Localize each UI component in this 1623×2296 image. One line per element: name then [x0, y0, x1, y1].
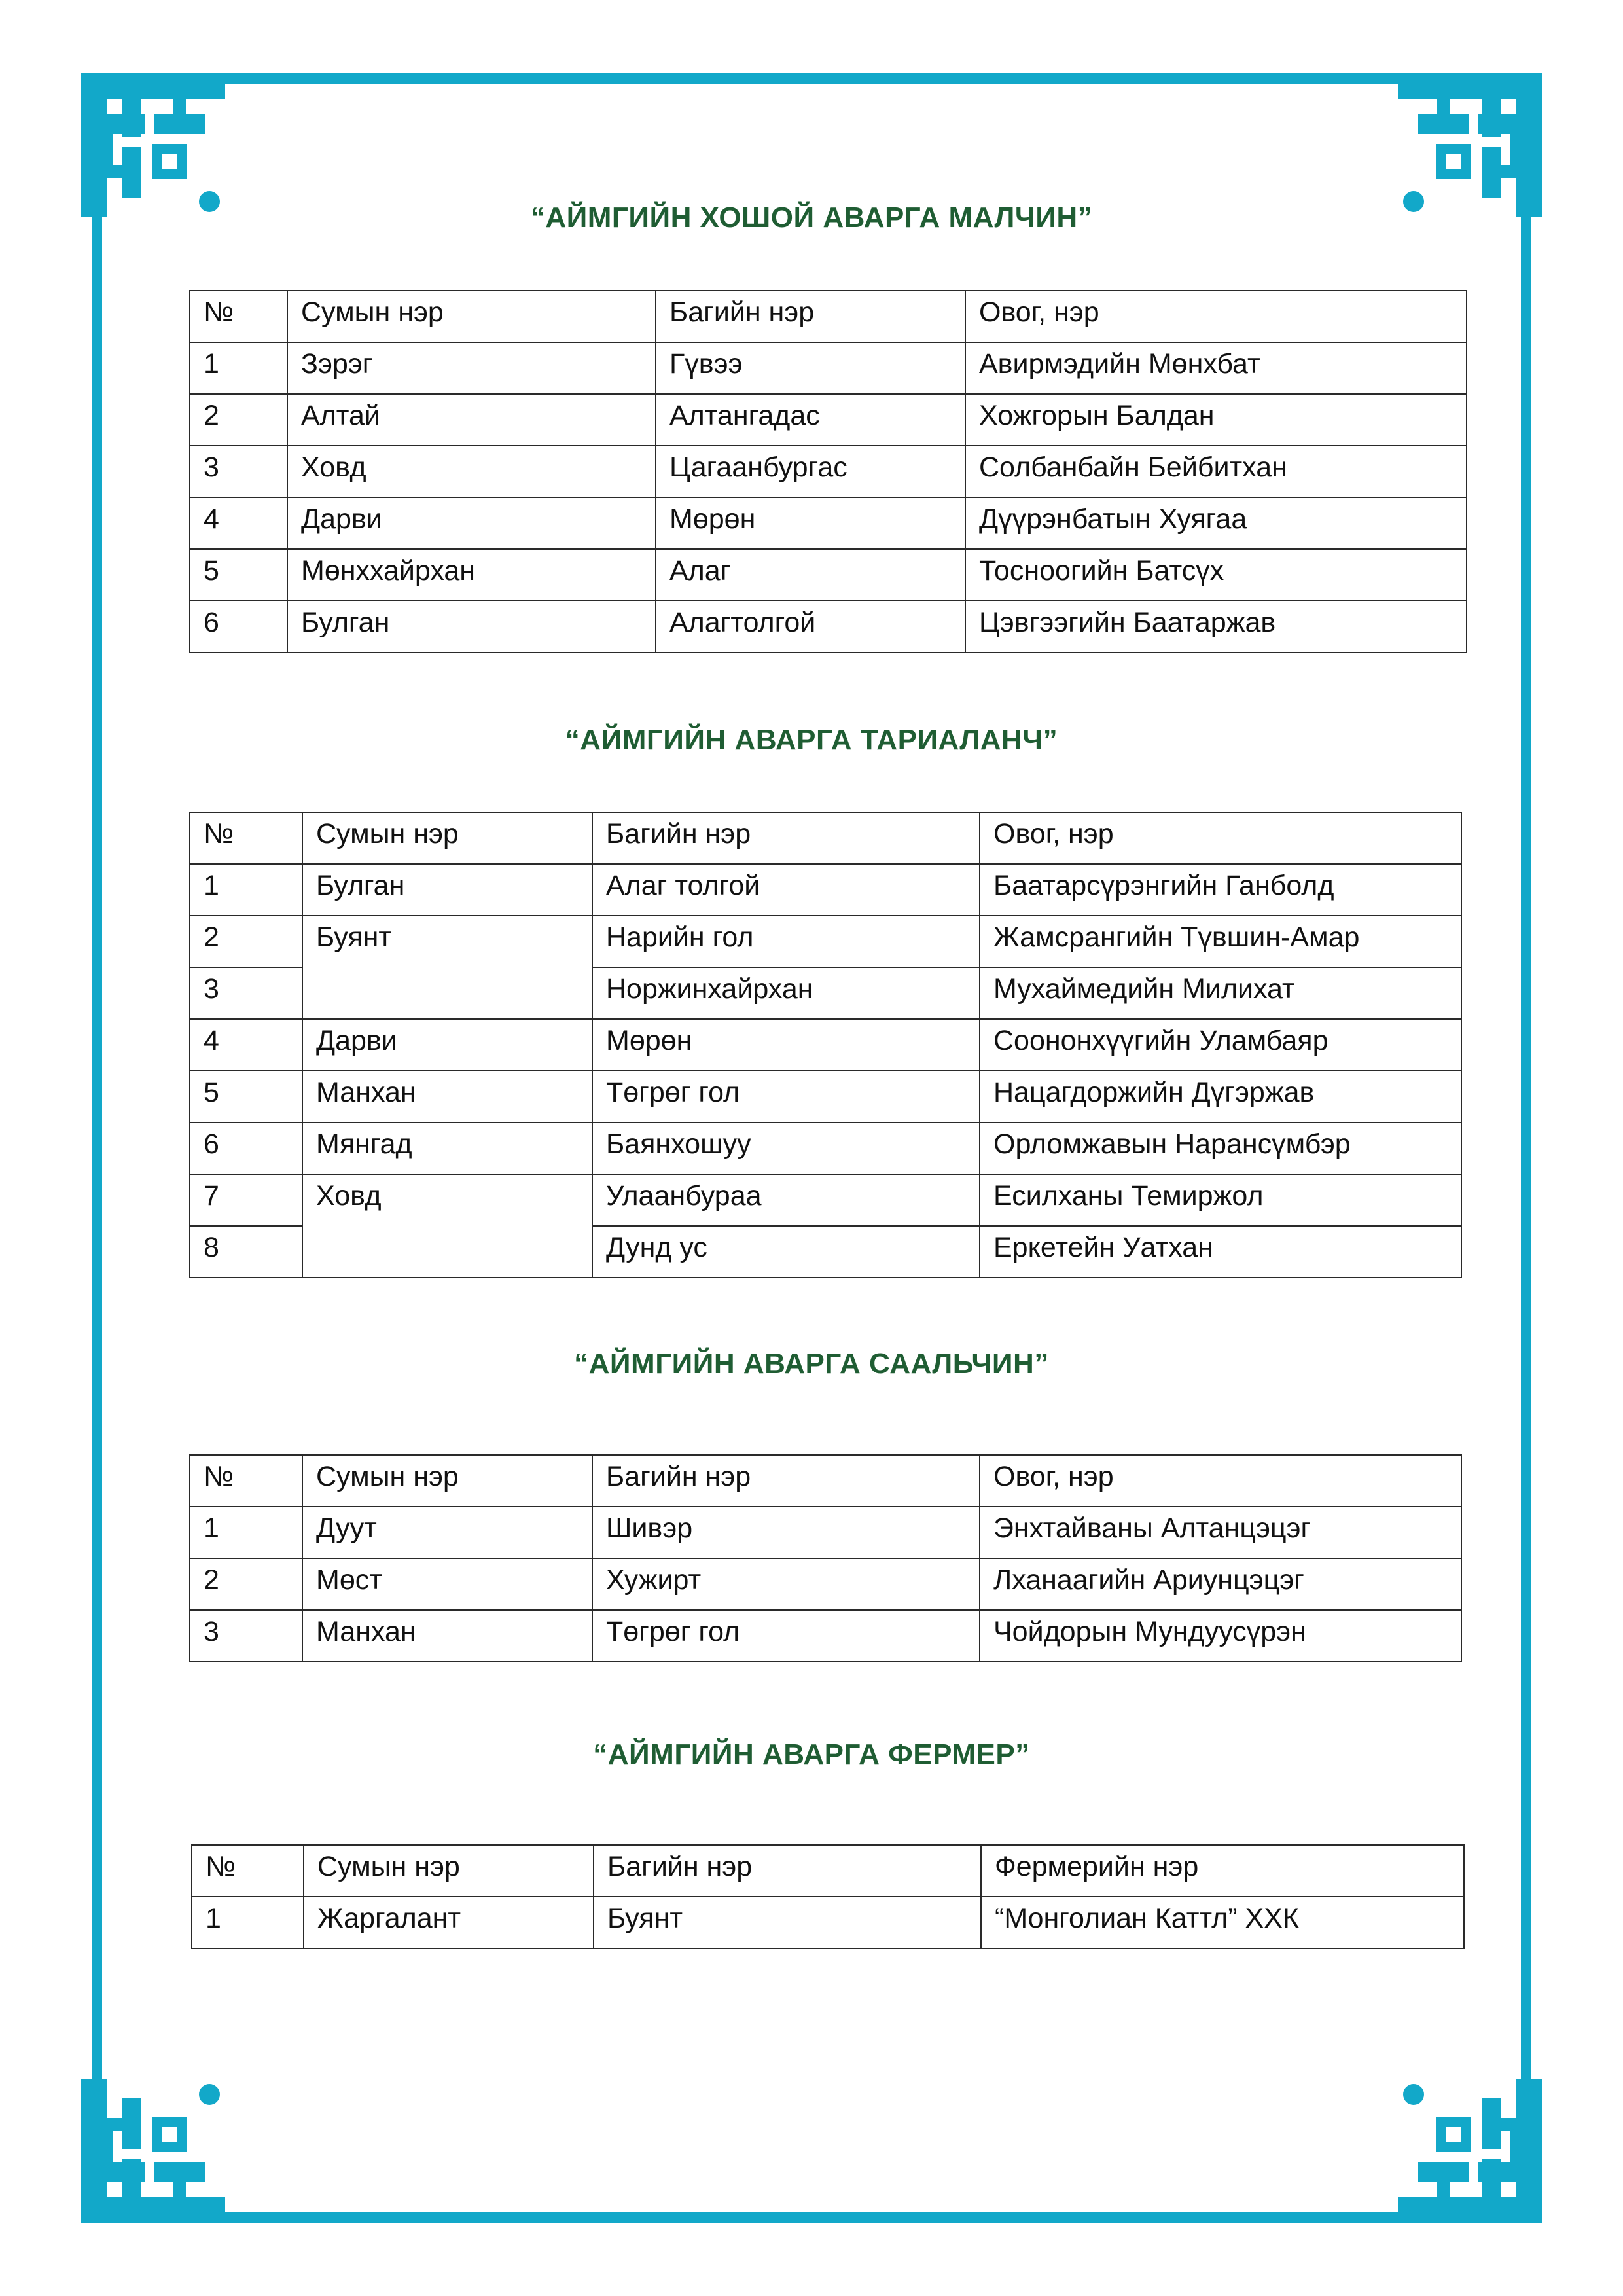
table-row	[190, 916, 1461, 967]
table-row	[190, 394, 1467, 446]
header-bag: Багийн нэр	[656, 291, 965, 342]
cell-bag: Цагаанбургас	[656, 446, 965, 497]
cell-number: 1	[192, 1897, 304, 1948]
cell-soum: Дарви	[287, 497, 656, 549]
corner-ornament-top-left	[81, 73, 225, 217]
cell-bag: Мөрөн	[656, 497, 965, 549]
table-milker	[189, 1454, 1462, 1662]
cell-number: 3	[190, 446, 287, 497]
cell-bag: Мөрөн	[592, 1019, 980, 1071]
cell-name: Тосноогийн Батсүх	[965, 549, 1467, 601]
table-row	[190, 1507, 1461, 1558]
cell-bag: Алтангадас	[656, 394, 965, 446]
cell-number: 7	[190, 1174, 302, 1226]
cell-bag: Шивэр	[592, 1507, 980, 1558]
table-row	[190, 497, 1467, 549]
cell-bag: Алаг	[656, 549, 965, 601]
cell-bag: Төгрөг гол	[592, 1610, 980, 1662]
cell-bag: Баянхошуу	[592, 1122, 980, 1174]
header-number: №	[190, 1455, 302, 1507]
cell-number: 1	[190, 864, 302, 916]
cell-soum: Зэрэг	[287, 342, 656, 394]
cell-name: Авирмэдийн Мөнхбат	[965, 342, 1467, 394]
cell-bag: Буянт	[594, 1897, 981, 1948]
cell-number: 3	[190, 1610, 302, 1662]
table-farmer-company	[191, 1844, 1465, 1949]
cell-name: Жамсрангийн Түвшин-Амар	[980, 916, 1461, 967]
cell-soum: Ховд	[287, 446, 656, 497]
cell-name: Чойдорын Мундуусүрэн	[980, 1610, 1461, 1662]
section-title: “АЙМГИЙН АВАРГА ФЕРМЕР”	[593, 1738, 1030, 1770]
header-number: №	[192, 1845, 304, 1897]
table-row	[190, 1122, 1461, 1174]
cell-number: 6	[190, 1122, 302, 1174]
table-row	[190, 446, 1467, 497]
cell-name: Мухаймедийн Милихат	[980, 967, 1461, 1019]
cell-bag: Улаанбураа	[592, 1174, 980, 1226]
cell-bag: Дунд ус	[592, 1226, 980, 1278]
header-name: Овог, нэр	[965, 291, 1467, 342]
cell-number: 4	[190, 497, 287, 549]
cell-soum: Мөст	[302, 1558, 592, 1610]
header-soum: Сумын нэр	[287, 291, 656, 342]
cell-soum: Алтай	[287, 394, 656, 446]
cell-name: Солбанбайн Бейбитхан	[965, 446, 1467, 497]
cell-number: 4	[190, 1019, 302, 1071]
cell-name: Соононхүүгийн Уламбаяр	[980, 1019, 1461, 1071]
cell-bag: Гүвээ	[656, 342, 965, 394]
cell-bag: Хужирт	[592, 1558, 980, 1610]
cell-number: 3	[190, 967, 302, 1019]
cell-number: 1	[190, 1507, 302, 1558]
table-header-row	[192, 1845, 1464, 1897]
table-farmer	[189, 812, 1462, 1278]
table-row	[190, 1019, 1461, 1071]
cell-soum: Манхан	[302, 1610, 592, 1662]
cell-soum: Манхан	[302, 1071, 592, 1122]
header-soum: Сумын нэр	[302, 1455, 592, 1507]
header-name: Овог, нэр	[980, 812, 1461, 864]
cell-bag: Алаг толгой	[592, 864, 980, 916]
cell-soum: Мөнххайрхан	[287, 549, 656, 601]
corner-ornament-bottom-right	[1398, 2079, 1542, 2223]
cell-farmer-name: “Монголиан Каттл” ХХК	[981, 1897, 1464, 1948]
cell-soum: Дарви	[302, 1019, 592, 1071]
cell-name: Энхтайваны Алтанцэцэг	[980, 1507, 1461, 1558]
header-bag: Багийн нэр	[592, 1455, 980, 1507]
table-row	[190, 549, 1467, 601]
section-title: “АЙМГИЙН ХОШОЙ АВАРГА МАЛЧИН”	[530, 202, 1093, 234]
cell-number: 8	[190, 1226, 302, 1278]
cell-name: Хожгорын Балдан	[965, 394, 1467, 446]
cell-bag: Норжинхайрхан	[592, 967, 980, 1019]
cell-bag: Нарийн гол	[592, 916, 980, 967]
header-soum: Сумын нэр	[304, 1845, 594, 1897]
table-row	[190, 1071, 1461, 1122]
section-title: “АЙМГИЙН АВАРГА ТАРИАЛАНЧ”	[565, 724, 1058, 756]
cell-soum: Ховд	[302, 1174, 592, 1278]
cell-bag: Төгрөг гол	[592, 1071, 980, 1122]
cell-number: 5	[190, 549, 287, 601]
cell-name: Орломжавын Нарансүмбэр	[980, 1122, 1461, 1174]
header-bag: Багийн нэр	[592, 812, 980, 864]
table-row	[190, 1174, 1461, 1226]
cell-number: 2	[190, 1558, 302, 1610]
cell-name: Дүүрэнбатын Хуягаа	[965, 497, 1467, 549]
table-header-row	[190, 812, 1461, 864]
header-name: Овог, нэр	[980, 1455, 1461, 1507]
table-header-row	[190, 291, 1467, 342]
cell-name: Баатарсүрэнгийн Ганболд	[980, 864, 1461, 916]
cell-name: Еркетейн Уатхан	[980, 1226, 1461, 1278]
cell-soum: Булган	[287, 601, 656, 653]
cell-soum: Дуут	[302, 1507, 592, 1558]
cell-soum: Булган	[302, 864, 592, 916]
header-bag: Багийн нэр	[594, 1845, 981, 1897]
table-row	[192, 1897, 1464, 1948]
header-number: №	[190, 291, 287, 342]
cell-name: Цэвгээгийн Баатаржав	[965, 601, 1467, 653]
cell-soum: Буянт	[302, 916, 592, 1019]
cell-name: Нацагдоржийн Дүгэржав	[980, 1071, 1461, 1122]
cell-number: 6	[190, 601, 287, 653]
header-farmer-name: Фермерийн нэр	[981, 1845, 1464, 1897]
cell-bag: Алагтолгой	[656, 601, 965, 653]
cell-number: 2	[190, 394, 287, 446]
table-header-row	[190, 1455, 1461, 1507]
cell-name: Есилханы Темиржол	[980, 1174, 1461, 1226]
cell-number: 5	[190, 1071, 302, 1122]
corner-ornament-top-right	[1398, 73, 1542, 217]
table-row	[190, 342, 1467, 394]
section-title: “АЙМГИЙН АВАРГА СААЛЬЧИН”	[574, 1348, 1049, 1380]
header-soum: Сумын нэр	[302, 812, 592, 864]
cell-number: 1	[190, 342, 287, 394]
table-row	[190, 601, 1467, 653]
cell-number: 2	[190, 916, 302, 967]
table-herder	[189, 290, 1467, 653]
table-row	[190, 864, 1461, 916]
cell-soum: Жаргалант	[304, 1897, 594, 1948]
cell-name: Лханаагийн Ариунцэцэг	[980, 1558, 1461, 1610]
cell-soum: Мянгад	[302, 1122, 592, 1174]
header-number: №	[190, 812, 302, 864]
corner-ornament-bottom-left	[81, 2079, 225, 2223]
table-row	[190, 1558, 1461, 1610]
table-row	[190, 1610, 1461, 1662]
